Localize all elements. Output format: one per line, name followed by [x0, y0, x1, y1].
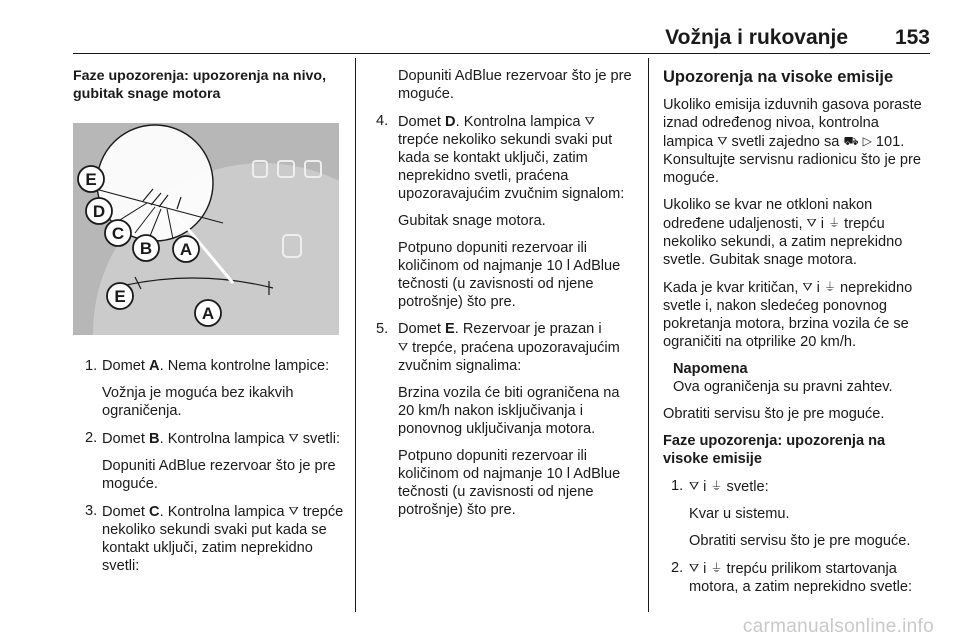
column-divider-2 — [648, 58, 649, 612]
label-a-range: A — [201, 304, 215, 323]
note-box — [663, 360, 927, 396]
list-item: 1. ⛛ i ⏚ svetle: Kvar u sistemu. Obratiti servisu što je pre moguće. — [671, 478, 911, 549]
column-1 — [73, 67, 345, 584]
paragraph: Dopuniti AdBlue rezervoar što je pre moguće. — [398, 68, 632, 102]
label-e-range: E — [114, 287, 126, 306]
adblue-warning-icon: ⛛ — [398, 340, 409, 354]
adblue-warning-icon: ⛛ — [806, 216, 817, 230]
car-icon: ⛟ — [843, 134, 859, 148]
section-heading: Faze upozorenja: upozorenja na nivo, gubitak snage motora — [73, 68, 327, 102]
adblue-warning-icon: ⛛ — [717, 134, 728, 148]
adblue-warning-icon: ⛛ — [689, 479, 700, 493]
watermark: carmanualsonline.info — [742, 616, 934, 637]
adblue-gauge-illustration — [73, 123, 339, 335]
paragraph: Obratiti servisu što je pre moguće. — [663, 406, 885, 422]
header-rule — [73, 53, 930, 54]
engine-warning-icon: ⏚ — [710, 561, 723, 575]
adblue-warning-icon: ⛛ — [288, 504, 299, 518]
list-item: 3. Domet C. Kontrolna lampica ⛛ trepće nekoliko sekundi svaki put kada se kontakt uključi, zatim neprekidno svetli: — [85, 503, 344, 574]
note-title: Napomena — [673, 361, 748, 377]
column-divider-1 — [355, 58, 356, 612]
engine-warning-icon: ⏚ — [828, 216, 841, 230]
section-title: Upozorenja na visoke emisije — [663, 68, 894, 86]
adblue-warning-icon: ⛛ — [802, 280, 813, 294]
paragraph: Ukoliko emisija izduvnih gasova poraste iznad određenog nivoa, kontrolna lampica ⛛ svetli zajedno sa ⛟ ▷ 101. Konsultujte servisnu radionicu što je pre moguće. — [663, 97, 922, 186]
column-2 — [374, 67, 638, 528]
page-number: 153 — [894, 26, 930, 49]
label-b: B — [139, 239, 153, 258]
gauge-figure — [73, 123, 339, 335]
list-item: 5. Domet E. Rezervoar je prazan i ⛛ trepće, praćena upozoravajućim zvučnim signalima: Brzina vozila će biti ograničena na 20 km/h nakon isključivanja i ponovnog uključivanja motora. Potpuno dopuniti rezervoar ili količinom od najmanje 10 l AdBlue tečnosti (u zavisnosti od njene potrošnje) što pre. — [376, 321, 621, 518]
page-header-title: Vožnja i rukovanje — [665, 26, 848, 49]
label-a: A — [179, 240, 193, 259]
subheading: Faze upozorenja: upozorenja na visoke emisije — [663, 433, 886, 467]
label-c: C — [111, 224, 125, 243]
label-e: E — [85, 170, 97, 189]
engine-warning-icon: ⏚ — [823, 280, 836, 294]
reference-arrow-icon: ▷ — [862, 134, 872, 148]
list-item: 2. Domet B. Kontrolna lampica ⛛ svetli: Dopuniti AdBlue rezervoar što je pre moguće. — [85, 430, 341, 492]
label-d: D — [92, 202, 106, 221]
adblue-warning-icon: ⛛ — [288, 431, 299, 445]
paragraph: Kada je kvar kritičan, ⛛ i ⏚ neprekidno svetle i, nakon sledećeg ponovnog pokretanja motora, brzina vozila će se ograničiti na otprilike 20 km/h. — [663, 280, 913, 350]
note-text: Ova ograničenja su pravni zahtev. — [673, 379, 893, 395]
list-item: 4. Domet D. Kontrolna lampica ⛛ trepće nekoliko sekundi svaki put kada se kontakt uključi, zatim neprekidno svetli, praćena upozoravajućim zvučnim signalom: Gubitak snage motora. Potpuno dopuniti rezervoar ili količinom od najmanje 10 l AdBlue tečnosti (u zavisnosti od njene potrošnje) što pre. — [376, 113, 625, 310]
paragraph: Ukoliko se kvar ne otkloni nakon određene udaljenosti, ⛛ i ⏚ trepću nekoliko sekundi, a zatim neprekidno svetle. Gubitak snage motora. — [663, 197, 903, 268]
adblue-warning-icon: ⛛ — [584, 114, 595, 128]
list-item: 2. ⛛ i ⏚ trepću prilikom startovanja motora, a zatim neprekidno svetle: — [671, 560, 913, 595]
engine-warning-icon: ⏚ — [710, 479, 723, 493]
adblue-warning-icon: ⛛ — [689, 561, 700, 575]
list-item: 1. Domet A. Nema kontrolne lampice: Vožnja je moguća bez ikakvih ograničenja. — [85, 358, 330, 419]
column-3 — [663, 67, 927, 605]
